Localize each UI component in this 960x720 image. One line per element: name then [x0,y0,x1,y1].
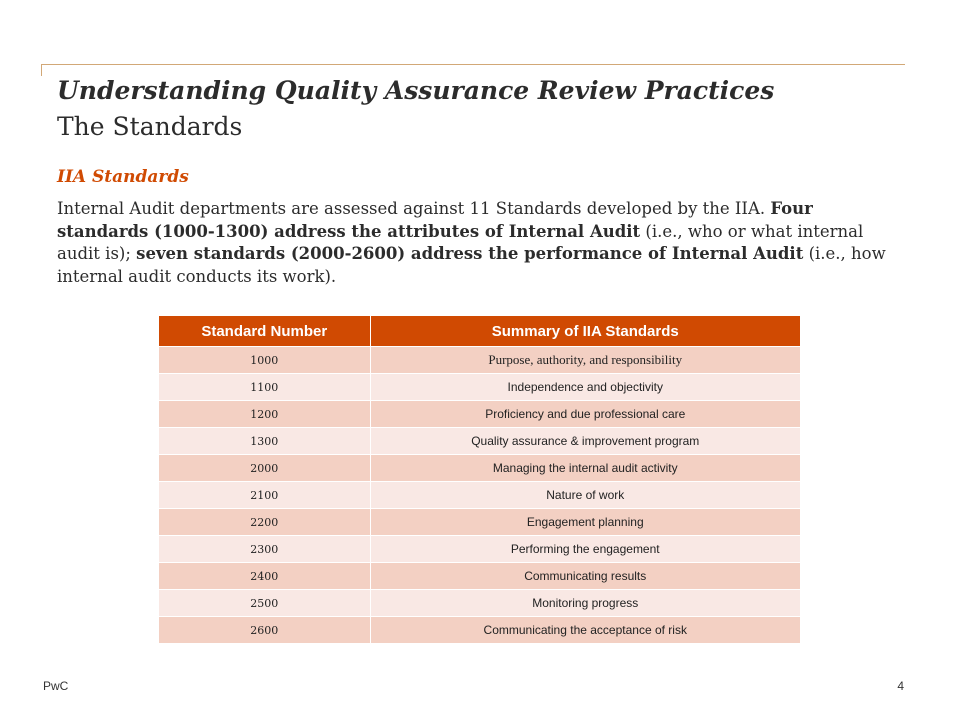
table-row [159,536,800,563]
standard-summary-cell: Nature of work [370,482,800,509]
slide-subtitle: The Standards [57,112,243,141]
table-row [159,509,800,536]
slide-title: Understanding Quality Assurance Review Practices [57,76,775,105]
top-rule-corner [41,64,42,76]
intro-text-3: (i.e., how internal audit conducts its work). [57,244,886,286]
standard-summary-cell: Proficiency and due professional care [370,401,800,428]
standard-summary-cell: Engagement planning [370,509,800,536]
table-row [159,401,800,428]
standard-number-cell: 2400 [159,563,370,590]
standard-summary-cell: Independence and objectivity [370,374,800,401]
table-row [159,428,800,455]
top-rule [41,64,905,65]
table-row [159,563,800,590]
standard-number-cell: 2100 [159,482,370,509]
standard-summary-cell: Communicating results [370,563,800,590]
header-standard-number: Standard Number [159,316,370,347]
standard-number-cell: 1200 [159,401,370,428]
table-row [159,455,800,482]
standard-summary-cell: Quality assurance & improvement program [370,428,800,455]
table-header-row [159,316,800,347]
intro-text-1: Internal Audit departments are assessed against 11 Standards developed by the IIA. [57,199,771,218]
intro-paragraph [57,198,907,288]
standard-summary-cell: Communicating the acceptance of risk [370,617,800,644]
table-row [159,617,800,644]
section-heading: IIA Standards [57,167,189,187]
standard-number-cell: 2500 [159,590,370,617]
table-row [159,347,800,374]
intro-text-2: (i.e., who or what internal audit is); [57,221,864,263]
standard-summary-cell: Purpose, authority, and responsibility [370,347,800,374]
standard-summary-cell: Performing the engagement [370,536,800,563]
page-number: 4 [897,679,904,693]
table-row [159,482,800,509]
standard-number-cell: 1100 [159,374,370,401]
header-summary: Summary of IIA Standards [370,316,800,347]
standard-summary-cell: Monitoring progress [370,590,800,617]
table-row [159,374,800,401]
standards-table [159,316,800,643]
standard-number-cell: 2200 [159,509,370,536]
standard-number-cell: 2000 [159,455,370,482]
standard-number-cell: 2300 [159,536,370,563]
standard-number-cell: 1000 [159,347,370,374]
standard-number-cell: 1300 [159,428,370,455]
table-row [159,590,800,617]
intro-bold-1: Four standards (1000-1300) address the attributes of Internal Audit [57,199,813,241]
intro-bold-2: seven standards (2000-2600) address the performance of Internal Audit [136,244,804,263]
standard-number-cell: 2600 [159,617,370,644]
standard-summary-cell: Managing the internal audit activity [370,455,800,482]
footer-brand: PwC [43,679,69,693]
